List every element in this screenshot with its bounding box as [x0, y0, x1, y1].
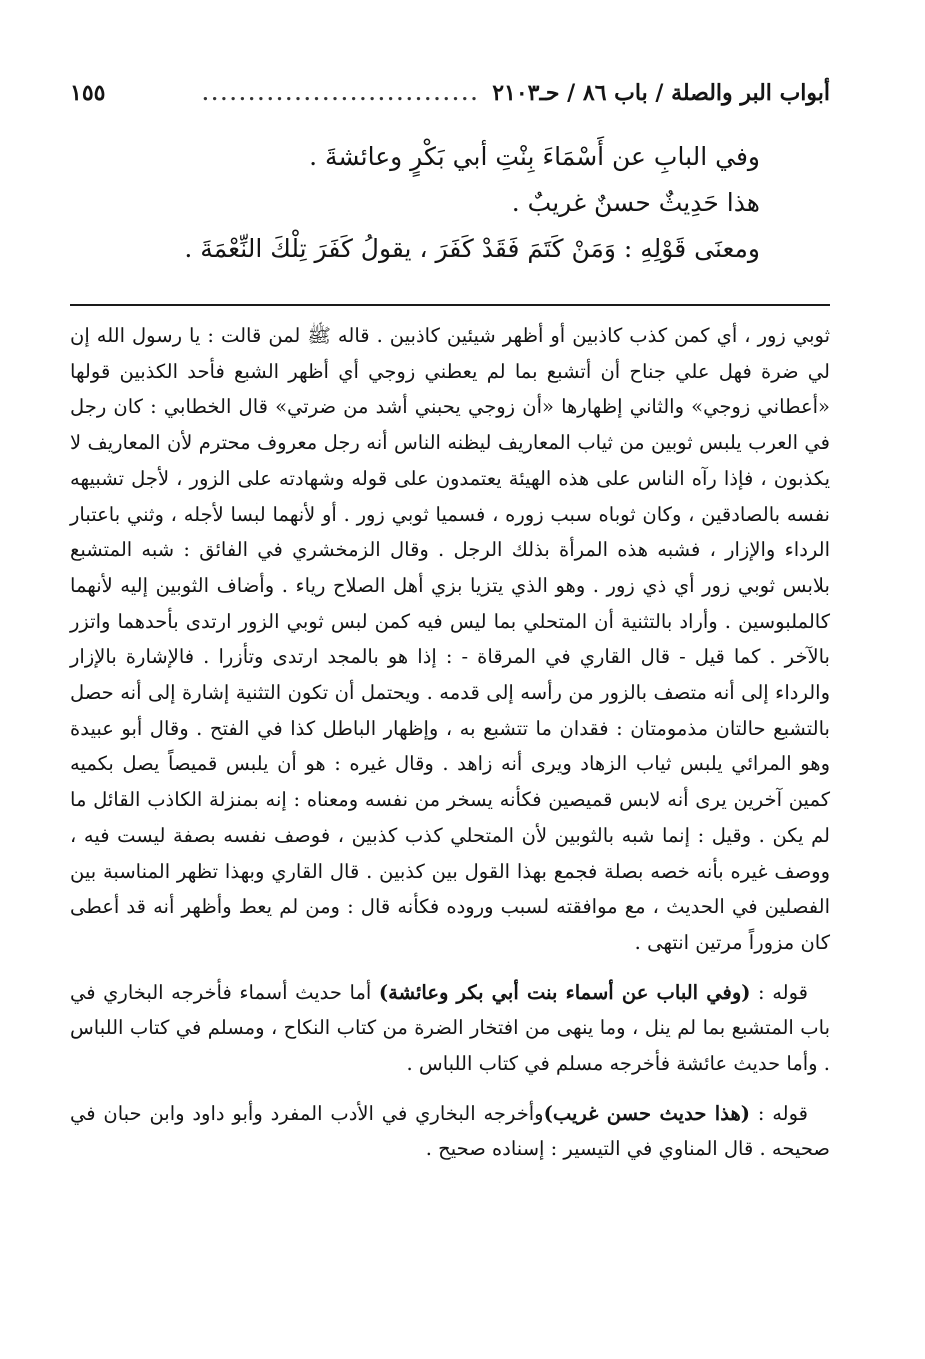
commentary-paragraph-3: [70, 1096, 830, 1167]
page-number: ١٥٥: [70, 80, 106, 106]
running-header: [70, 80, 830, 120]
commentary: [70, 318, 830, 1167]
hadith-line-3: ومعنَى قَوْلِهِ : وَمَنْ كَتَمَ فَقَدْ كَفَرَ ، يقولُ كَفَرَ تِلْكَ النِّعْمَةَ .: [184, 234, 760, 263]
commentary-label-3: قوله :: [757, 1101, 809, 1125]
footnote-divider: [70, 304, 830, 306]
header-title: أبواب البر والصلة / باب ٨٦ / حـ٢١٠٣: [492, 80, 830, 106]
commentary-quote-3: (هذا حديث حسن غريب): [543, 1101, 750, 1125]
commentary-body-3: وأخرجه البخاري في الأدب المفرد وأبو داود وابن حبان في صحيحه . قال المناوي في التيسير : إسناده صحيح .: [70, 1101, 830, 1161]
book-page: [70, 80, 830, 1167]
commentary-label-2: قوله :: [758, 980, 808, 1004]
hadith-line-2: هذا حَدِيثٌ حسنٌ غريبٌ .: [511, 188, 760, 217]
hadith-line-1: وفي البابِ عن أَسْمَاءَ بِنْتِ أبي بَكْرٍ وعائشةَ .: [309, 142, 760, 171]
commentary-quote-2: (وفي الباب عن أسماء بنت أبي بكر وعائشة): [378, 980, 751, 1004]
header-dot-leader: ..............................: [202, 84, 481, 105]
commentary-paragraph-2: [70, 975, 830, 1082]
commentary-body-2: أما حديث أسماء فأخرجه البخاري في باب المتشبع بما لم ينل ، وما ينهى من افتخار الضرة من كتاب النكاح ، ومسلم في كتاب اللباس . وأما حديث عائشة فأخرجه مسلم في كتاب اللباس .: [70, 980, 830, 1076]
hadith-text: [70, 134, 830, 272]
commentary-paragraph-1: ثوبي زور ، أي كمن كذب كاذبين أو أظهر شيئين كاذبين . قاله ﷺ لمن قالت : يا رسول الله إن لي ضرة فهل علي جناح أن أتشبع بما لم يعطني زوجي أي أظهر الشبع فأحد الكذبين قولها «أعطاني زوجي» والثاني إظهارها «أن زوجي يحبني أشد من ضرتي» قال الخطابي : كان رجل في العرب يلبس ثوبين من ثياب المعاريف ليظنه الناس أنه رجل معروف محترم لأن المعاريف لا يكذبون ، فإذا رآه الناس على هذه الهيئة يعتمدون على قوله وشهادته على الزور ، لأجل تشبيهه نفسه بالصادقين ، وكان ثوباه سبب زوره ، فسميا ثوبي زور . أو لأنهما لبسا لأجله ، وثني باعتبار الرداء والإزار ، فشبه هذه المرأة بذلك الرجل . وقال الزمخشري في الفائق : شبه المتشبع بلابس ثوبي زور أي ذي زور . وهو الذي يتزيا بزي أهل الصلاح رياء . وأضاف الثوبين إليه لأنهما كالملبوسين . وأراد بالتثنية أن المتحلي بما ليس فيه كمن لبس ثوبي الزور ارتدى بأحدهما واتزر بالآخر . كما قيل - قال القاري في المرقاة - : إذا هو بالمجد ارتدى وتأزرا . فالإشارة بالإزار والرداء إلى أنه متصف بالزور من رأسه إلى قدمه . ويحتمل أن تكون التثنية إشارة إلى أنه حصل بالتشبع حالتان مذمومتان : فقدان ما تتشبع به ، وإظهار الباطل كذا في الفتح . وقال أبو عبيدة وهو المرائي يلبس ثياب الزهاد ويرى أنه زاهد . وقال غيره : هو أن يلبس قميصاً يصل بكميه كمين آخرين يرى أنه لابس قميصين فكأنه يسخر من نفسه ومعناه : إنه بمنزلة الكاذب القائل ما لم يكن . وقيل : إنما شبه بالثوبين لأن المتحلي كذب كذبين ، فوصف نفسه بصفة ليست فيه ، ووصف غيره بأنه خصه بصلة فجمع بهذا القول بين كذبين . قال القاري وبهذا تظهر المناسبة بين الفصلين في الحديث ، مع موافقته لسبب وروده فكأنه قال : ومن لم يعط وأظهر أنه قد أعطى كان مزوراً مرتين انتهى .: [70, 324, 830, 954]
